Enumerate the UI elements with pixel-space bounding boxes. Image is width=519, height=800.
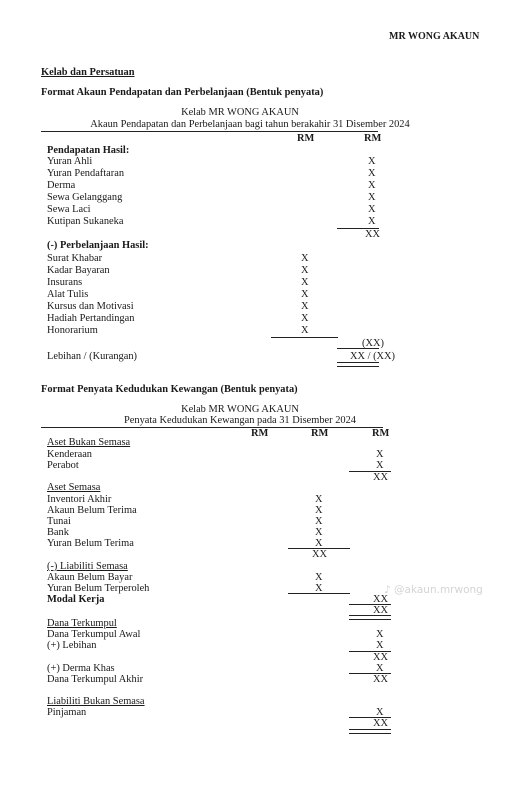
income-item-label: Sewa Gelanggang [47,192,123,203]
surplus-value: XX / (XX) [350,351,396,362]
watermark-text: ♪ @akaun.mrwong [384,584,483,596]
fund-opening-value: X [376,629,384,640]
expense-subtotal-rule [271,337,338,338]
nca-total: XX [373,472,389,483]
expense-item-label: Insurans [47,277,83,288]
nca-item-value: X [376,460,384,471]
expense-item-value: X [301,313,309,324]
income-item-value: X [368,168,376,179]
income-item-value: X [368,216,376,227]
expense-item-value: X [301,277,309,288]
brand-title: MR WONG AKAUN [389,31,480,42]
grand-total-value: XX [373,718,389,729]
expense-item-label: Alat Tulis [47,289,89,300]
ca-item-label: Yuran Belum Terima [47,538,134,549]
position-col-rm-2: RM [311,428,329,439]
fund-subtotal: XX [373,652,389,663]
expense-item-value: X [301,325,309,336]
ca-item-label: Akaun Belum Terima [47,505,137,516]
income-col-rm-2: RM [364,133,382,144]
nca-item-label: Perabot [47,460,79,471]
expense-item-value: X [301,265,309,276]
income-item-label: Sewa Laci [47,204,91,215]
income-col-rm-1: RM [297,133,315,144]
ca-item-value: X [315,505,323,516]
cl-subtotal-rule [288,593,350,594]
income-item-label: Kutipan Sukaneka [47,216,124,227]
total-assets-value: XX [373,605,389,616]
expense-item-label: Kadar Bayaran [47,265,110,276]
position-format-title: Format Penyata Kedudukan Kewangan (Bentuk penyata) [41,384,298,395]
nca-item-label: Kenderaan [47,449,92,460]
fund-special-label: (+) Derma Khas [47,663,115,674]
expense-item-label: Hadiah Pertandingan [47,313,135,324]
income-item-label: Yuran Pendaftaran [47,168,125,179]
income-item-value: X [368,180,376,191]
expense-item-value: X [301,253,309,264]
ncl-loan-label: Pinjaman [47,707,87,718]
nca-heading: Aset Bukan Semasa [47,437,131,448]
fund-opening-label: Dana Terkumpul Awal [47,629,141,640]
expense-item-label: Kursus dan Motivasi [47,301,134,312]
expense-item-label: Surat Khabar [47,253,103,264]
ca-heading: Aset Semasa [47,482,101,493]
income-item-label: Derma [47,180,76,191]
income-total: XX [365,229,381,240]
fund-closing-value: XX [373,674,389,685]
expense-item-value: X [301,289,309,300]
position-statement-title: Penyata Kedudukan Kewangan pada 31 Disember 2024 [124,415,356,426]
expense-item-label: Honorarium [47,325,98,336]
total-assets-double-rule [349,615,391,620]
income-item-value: X [368,204,376,215]
cl-item-value: X [315,583,323,594]
position-header-rule [41,427,383,428]
expense-heading: (-) Perbelanjaan Hasil: [47,240,149,251]
fund-surplus-value: X [376,640,384,651]
working-capital-value: XX [373,594,389,605]
nca-item-value: X [376,449,384,460]
expense-item-value: X [301,301,309,312]
ca-item-label: Inventori Akhir [47,494,112,505]
cl-item-label: Akaun Belum Bayar [47,572,133,583]
income-header-rule [41,131,378,132]
income-item-value: X [368,192,376,203]
expense-total: (XX) [362,338,384,349]
income-format-title: Format Akaun Pendapatan dan Perbelanjaan (Bentuk penyata) [41,87,324,98]
ca-item-value: X [315,527,323,538]
ncl-heading: Liabiliti Bukan Semasa [47,696,145,707]
ca-total: XX [312,549,328,560]
ncl-loan-value: X [376,707,384,718]
surplus-rule [337,348,379,349]
ca-item-label: Bank [47,527,69,538]
cl-item-label: Yuran Belum Terperoleh [47,583,150,594]
position-col-rm-1: RM [251,428,269,439]
ca-item-value: X [315,516,323,527]
surplus-double-rule [337,362,379,367]
position-col-rm-3: RM [372,428,390,439]
cl-item-value: X [315,572,323,583]
income-heading: Pendapatan Hasil: [47,145,130,156]
income-statement-title: Akaun Pendapatan dan Perbelanjaan bagi tahun berakahir 31 Disember 2024 [90,119,410,130]
income-item-value: X [368,156,376,167]
fund-heading: Dana Terkumpul [47,618,117,629]
fund-closing-label: Dana Terkumpul Akhir [47,674,144,685]
ca-item-value: X [315,494,323,505]
income-item-label: Yuran Ahli [47,156,93,167]
position-club-name: Kelab MR WONG AKAUN [181,404,299,415]
working-capital-label: Modal Kerja [47,594,105,605]
fund-surplus-label: (+) Lebihan [47,640,97,651]
section-title: Kelab dan Persatuan [41,67,135,78]
ca-item-value: X [315,538,323,549]
surplus-label: Lebihan / (Kurangan) [47,351,138,362]
fund-special-value: X [376,663,384,674]
income-club-name: Kelab MR WONG AKAUN [181,107,299,118]
ca-item-label: Tunai [47,516,71,527]
grand-total-double-rule [349,729,391,734]
cl-heading: (-) Liabiliti Semasa [47,561,128,572]
